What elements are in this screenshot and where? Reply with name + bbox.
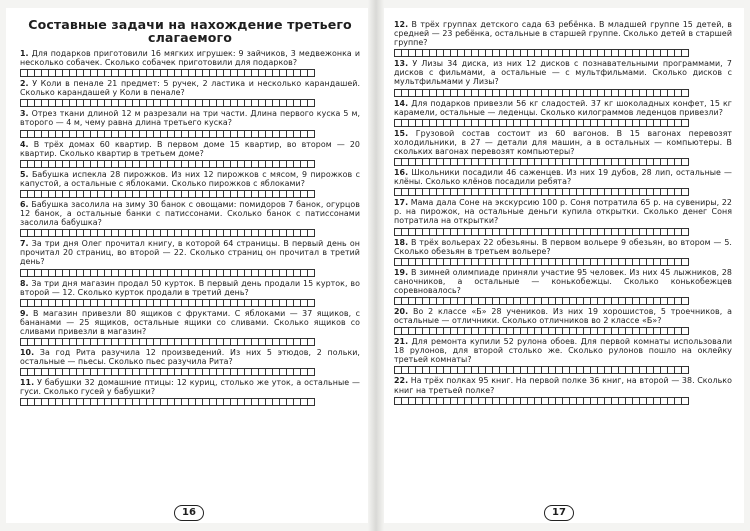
task-number: 11. (20, 378, 35, 388)
task-body: За три дня Олег прочитал книгу, в которой 64 страницы. В первый день он прочитал 20 страниц, во второй — 22. Сколько страниц он прочитал в третий день? (20, 239, 361, 267)
task-number: 10. (20, 347, 35, 357)
task-text (394, 376, 732, 394)
task-body: В трёх вольерах 22 обезьяны. В первом вольере 9 обезьян, во втором — 5. Сколько обезьян в третьем вольере? (394, 237, 732, 256)
answer-cells[interactable] (394, 258, 732, 266)
task-body: Для подарков привезли 56 кг сладостей. 37 кг шоколадных конфет, 15 кг карамели, остальные — леденцы. Сколько килограммов леденцов привезли? (394, 98, 733, 117)
task-item (394, 20, 732, 57)
task-text (20, 378, 360, 396)
task-body: В зимней олимпиаде приняли участие 95 человек. Из них 45 лыжников, 28 саночников, а остальные — конькобежцы. Сколько конькобежцев соревновалось? (394, 267, 732, 295)
task-number: 1. (20, 49, 29, 58)
answer-cell[interactable] (681, 89, 689, 97)
answer-cells[interactable] (20, 160, 360, 168)
task-number: 18. (394, 237, 409, 247)
task-text (20, 170, 360, 188)
task-item (394, 59, 732, 96)
task-text (394, 20, 732, 47)
answer-cells[interactable] (20, 190, 360, 198)
answer-cell[interactable] (681, 366, 689, 374)
answer-cells[interactable] (20, 229, 360, 237)
task-number: 9. (20, 308, 29, 318)
answer-cells[interactable] (20, 269, 360, 277)
answer-cell[interactable] (681, 158, 689, 166)
task-text (394, 99, 732, 117)
task-body: Для подарков приготовили 16 мягких игрушек: 9 зайчиков, 3 медвежонка и несколько собачек. Сколько собачек приготовили для подарков? (20, 49, 360, 68)
answer-cell[interactable] (307, 69, 315, 77)
task-item (20, 49, 360, 77)
task-body: В трёх группах детского сада 63 ребёнка. В младшей группе 15 детей, в средней — 23 ребёнка, остальные в старшей группе. Сколько детей в старшей группе? (394, 20, 732, 48)
task-text (20, 200, 360, 227)
task-number: 4. (20, 139, 29, 149)
task-body: Школьники посадили 46 саженцев. Из них 19 дубов, 28 лип, остальные — клёны. Сколько клёнов посадили ребята? (394, 168, 732, 187)
task-body: Бабушка засолила на зиму 30 банок с овощами: помидоров 7 банок, огурцов 12 банок, а остальные банки с патиссонами. Сколько банок с патиссонами засолила бабушка? (20, 199, 360, 228)
task-number: 19. (394, 267, 409, 277)
answer-cell[interactable] (307, 368, 315, 376)
answer-cell[interactable] (307, 229, 315, 237)
answer-cell[interactable] (681, 49, 689, 57)
task-number: 2. (20, 79, 29, 89)
task-body: За год Рита разучила 12 произведений. Из них 5 этюдов, 2 польки, остальные — пьесы. Сколько пьес разучила Рита? (20, 347, 360, 367)
answer-cell[interactable] (307, 130, 315, 138)
right-task-list (394, 20, 732, 405)
task-body: Мама дала Соне на экскурсию 100 р. Соня потратила 65 р. на сувениры, 22 р. на пирожок, на остальные деньги купила открытки. Сколько денег Соня потратила на открытки? (394, 198, 732, 226)
task-text (394, 198, 732, 225)
book-gutter (368, 0, 384, 531)
task-item (394, 337, 732, 374)
answer-cells[interactable] (394, 366, 732, 374)
page-title: Составные задачи на нахождение третьего слагаемого (28, 17, 352, 45)
task-number: 15. (394, 128, 409, 138)
answer-cells[interactable] (20, 299, 360, 307)
task-item (20, 239, 360, 276)
task-text (394, 129, 732, 156)
task-item (20, 170, 360, 198)
task-text (20, 239, 360, 266)
task-item (394, 198, 732, 235)
task-body: Бабушка испекла 28 пирожков. Из них 12 пирожков с мясом, 9 пирожков с капустой, а остальные с яблоками. Сколько пирожков с яблоками? (20, 169, 361, 188)
task-item (394, 238, 732, 266)
answer-cell[interactable] (307, 99, 315, 107)
task-body: У Коли в пенале 21 предмет: 5 ручек, 2 ластика и несколько карандашей. Сколько карандашей у Коли в пенале? (20, 79, 361, 98)
task-item (20, 200, 360, 237)
task-number: 16. (394, 168, 409, 178)
task-text (20, 348, 360, 366)
task-text (20, 49, 360, 67)
task-number: 12. (394, 20, 409, 29)
task-body: У бабушки 32 домашние птицы: 12 куриц, столько же уток, а остальные — гуси. Сколько гусей у бабушки? (20, 378, 360, 397)
task-body: Грузовой состав состоит из 60 вагонов. В 15 вагонах перевозят холодильники, в 27 — детали для машин, а в остальных — компьютеры. В скольких вагонах перевозят компьютеры? (394, 128, 733, 156)
answer-cells[interactable] (20, 368, 360, 376)
answer-cells[interactable] (394, 327, 732, 335)
task-text (394, 59, 732, 86)
task-body: Во 2 классе «Б» 28 учеников. Из них 19 хорошистов, 5 троечников, а остальные — отличники. Сколько отличников во 2 классе «Б»? (394, 306, 732, 326)
task-number: 21. (394, 337, 409, 347)
answer-cell[interactable] (307, 398, 315, 406)
answer-cell[interactable] (681, 327, 689, 335)
right-page (384, 8, 744, 523)
answer-cell[interactable] (307, 160, 315, 168)
task-text (20, 140, 360, 158)
task-text (20, 79, 360, 97)
task-number: 17. (394, 198, 409, 208)
page-number-left: 16 (174, 505, 204, 521)
task-text (20, 109, 360, 127)
page-number-right: 17 (544, 505, 574, 521)
task-body: В трёх домах 60 квартир. В первом доме 15 квартир, во втором — 20 квартир. Сколько квартир в третьем доме? (20, 139, 360, 158)
task-item (20, 348, 360, 376)
answer-cells[interactable] (20, 69, 360, 77)
task-body: В магазин привезли 80 ящиков с фруктами. С яблоками — 37 ящиков, с бананами — 25 ящиков, остальные ящики со сливами. Сколько ящиков со сливами привезли в магазин? (20, 308, 360, 336)
task-item (394, 168, 732, 196)
answer-cells[interactable] (394, 228, 732, 236)
task-text (394, 307, 732, 325)
answer-cell[interactable] (681, 397, 689, 405)
task-item (20, 309, 360, 346)
answer-cells[interactable] (394, 158, 732, 166)
answer-cells[interactable] (394, 397, 732, 405)
task-number: 7. (20, 239, 29, 249)
task-number: 13. (394, 59, 409, 69)
answer-cell[interactable] (681, 258, 689, 266)
task-number: 3. (20, 109, 29, 119)
task-item (394, 99, 732, 127)
answer-cell[interactable] (307, 190, 315, 198)
answer-cells[interactable] (394, 49, 732, 57)
answer-cells[interactable] (20, 99, 360, 107)
answer-cells[interactable] (394, 119, 732, 127)
task-number: 20. (394, 306, 409, 316)
answer-cell[interactable] (307, 299, 315, 307)
task-body: Отрез ткани длиной 12 м разрезали на три части. Длина первого куска 5 м, второго — 4 м, чему равна длина третьего куска? (20, 109, 361, 128)
task-text (394, 168, 732, 186)
task-item (20, 378, 360, 406)
task-number: 6. (20, 199, 29, 209)
left-page (6, 8, 368, 523)
task-body: На трёх полках 95 книг. На первой полке 36 книг, на второй — 38. Сколько книг на третьей полке? (394, 376, 732, 395)
task-number: 8. (20, 278, 29, 288)
answer-cell[interactable] (307, 269, 315, 277)
task-number: 5. (20, 169, 29, 179)
task-text (394, 238, 732, 256)
task-item (20, 279, 360, 307)
task-item (20, 140, 360, 168)
task-body: Для ремонта купили 52 рулона обоев. Для первой комнаты использовали 18 рулонов, для второй столько же. Сколько рулонов пошло на оклейку третьей комнаты? (394, 337, 733, 365)
task-body: За три дня магазин продал 50 курток. В первый день продали 15 курток, во второй — 12. Сколько курток продали в третий день? (20, 278, 360, 297)
task-body: У Лизы 34 диска, из них 12 дисков с познавательными программами, 7 дисков с фильмами, а остальные — с мультфильмами. Сколько дисков с мультфильмами у Лизы? (394, 59, 732, 87)
task-item (20, 79, 360, 107)
task-text (20, 309, 360, 336)
answer-cell[interactable] (681, 188, 689, 196)
task-item (394, 129, 732, 166)
task-item (394, 376, 732, 404)
answer-cells[interactable] (20, 398, 360, 406)
answer-cell[interactable] (681, 228, 689, 236)
answer-cell[interactable] (681, 119, 689, 127)
task-item (394, 268, 732, 305)
task-number: 22. (394, 376, 409, 386)
answer-cells[interactable] (20, 130, 360, 138)
answer-cells[interactable] (394, 89, 732, 97)
answer-cells[interactable] (20, 338, 360, 346)
task-text (394, 268, 732, 295)
left-task-list (20, 49, 360, 406)
task-text (20, 279, 360, 297)
task-item (394, 307, 732, 335)
answer-cells[interactable] (394, 297, 732, 305)
task-text (394, 337, 732, 364)
answer-cell[interactable] (307, 338, 315, 346)
task-item (20, 109, 360, 137)
task-number: 14. (394, 98, 409, 108)
answer-cell[interactable] (681, 297, 689, 305)
answer-cells[interactable] (394, 188, 732, 196)
